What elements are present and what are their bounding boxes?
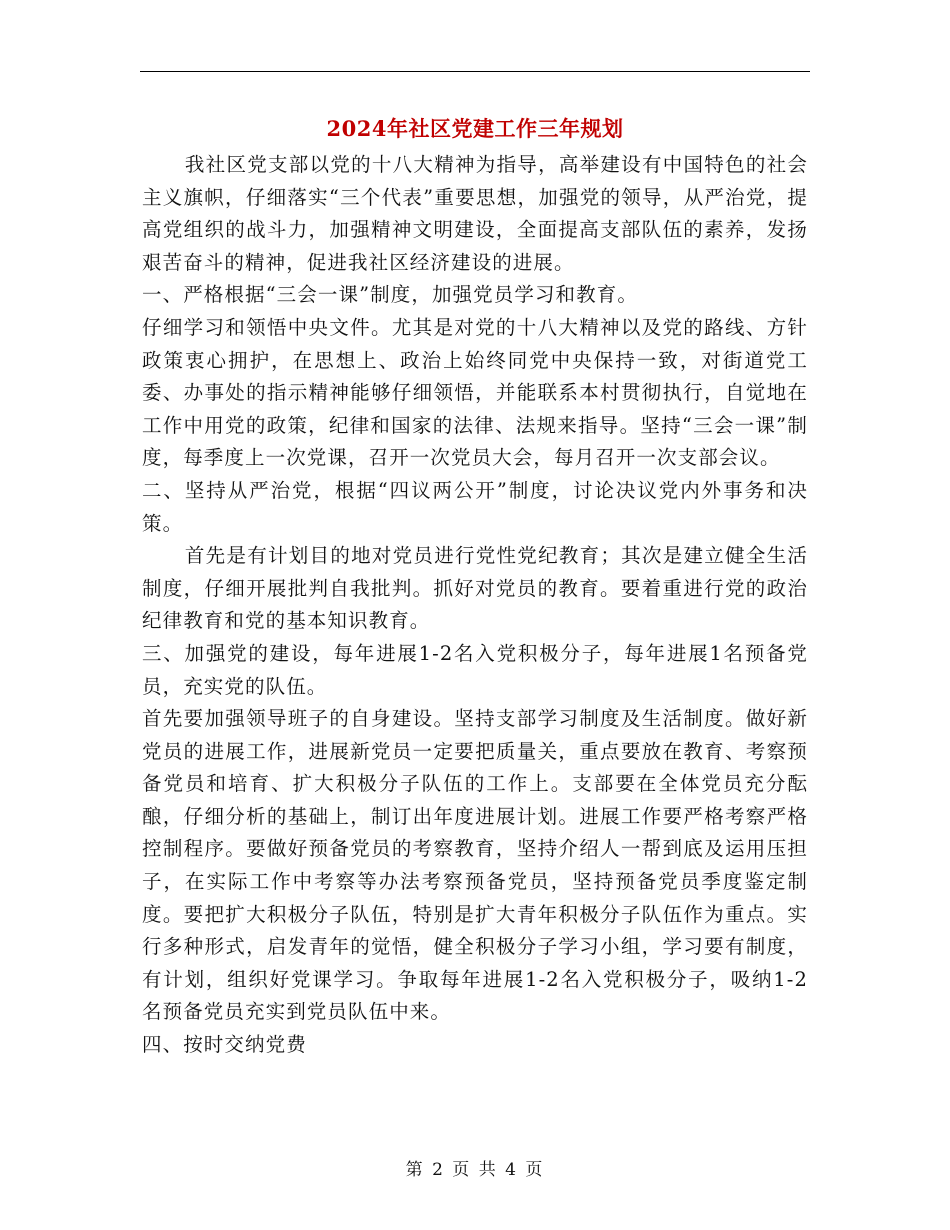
section-heading-2: 二、坚持从严治党，根据“四议两公开”制度，讨论决议党内外事务和决策。 — [142, 478, 808, 535]
section-heading-3: 三、加强党的建设，每年进展1-2名入党积极分子，每年进展1名预备党员，充实党的队伍。 — [142, 641, 808, 698]
section-1-paragraph: 仔细学习和领悟中央文件。尤其是对党的十八大精神以及党的路线、方针政策衷心拥护，在思想上、政治上始终同党中央保持一致，对街道党工委、办事处的指示精神能够仔细领悟，并能联系本村贯彻执行，自觉地在工作中用党的政策，纪律和国家的法律、法规来指导。坚持“三会一课”制度，每季度上一次党课，召开一次党员大会，每月召开一次支部会议。 — [142, 315, 808, 470]
intro-paragraph: 我社区党支部以党的十八大精神为指导，高举建设有中国特色的社会主义旗帜，仔细落实“三个代表”重要思想，加强党的领导，从严治党，提高党组织的战斗力，加强精神文明建设，全面提高支部队伍的素养，发扬艰苦奋斗的精神，促进我社区经济建设的进展。 — [142, 153, 808, 274]
section-2-paragraph: 首先是有计划目的地对党员进行党性党纪教育；其次是建立健全生活制度，仔细开展批判自我批判。抓好对党员的教育。要着重进行党的政治纪律教育和党的基本知识教育。 — [142, 544, 808, 633]
header-rule — [140, 71, 810, 72]
section-heading-1: 一、严格根据“三会一课”制度，加强党员学习和教育。 — [142, 283, 638, 307]
section-3-paragraph: 首先要加强领导班子的自身建设。坚持支部学习制度及生活制度。做好新党员的进展工作，进展新党员一定要把质量关，重点要放在教育、考察预备党员和培育、扩大积极分子队伍的工作上。支部要在全体党员充分酝酿，仔细分析的基础上，制订出年度进展计划。进展工作要严格考察严格控制程序。要做好预备党员的考察教育，坚持介绍人一帮到底及运用压担子，在实际工作中考察等办法考察预备党员，坚持预备党员季度鉴定制度。要把扩大积极分子队伍，特别是扩大青年积极分子队伍作为重点。实行多种形式，启发青年的觉悟，健全积极分子学习小组，学习要有制度，有计划，组织好党课学习。争取每年进展1-2名入党积极分子，吸纳1-2名预备党员充实到党员队伍中来。 — [142, 707, 808, 1024]
section-heading-4: 四、按时交纳党费 — [142, 1033, 307, 1057]
document-title: 2024年社区党建工作三年规划 — [326, 116, 624, 141]
page-number-footer: 第 2 页 共 4 页 — [405, 1160, 545, 1180]
document-body — [142, 149, 808, 1062]
